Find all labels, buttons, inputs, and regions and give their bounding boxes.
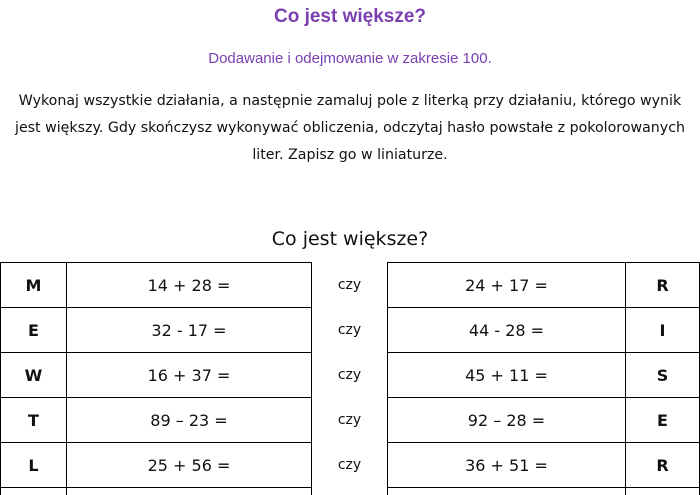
left-letter-cell[interactable]: E bbox=[0, 307, 66, 352]
right-letter-cell[interactable]: I bbox=[625, 307, 700, 352]
left-expression-cell bbox=[66, 487, 312, 495]
table-row bbox=[0, 307, 700, 352]
right-letter-cell[interactable]: R bbox=[625, 262, 700, 307]
connector-text: czy bbox=[337, 276, 362, 293]
table-row bbox=[0, 442, 700, 487]
left-letter-cell[interactable]: L bbox=[0, 442, 66, 487]
left-expression-cell: 89 – 23 = bbox=[66, 397, 312, 442]
left-letter-cell[interactable]: T bbox=[0, 397, 66, 442]
left-letter-cell bbox=[0, 487, 66, 495]
connector-text: czy bbox=[337, 366, 362, 383]
instructions-line-2: jest większy. Gdy skończysz wykonywać obliczenia, odczytaj hasło powstałe z pokolorowanych bbox=[15, 120, 685, 136]
page-subtitle: Dodawanie i odejmowanie w zakresie 100. bbox=[208, 50, 492, 67]
left-expression-cell: 14 + 28 = bbox=[66, 262, 312, 307]
instructions-line-1: Wykonaj wszystkie działania, a następnie zamaluj pole z literką przy działaniu, którego wynik bbox=[18, 93, 682, 109]
left-expression-cell: 32 - 17 = bbox=[66, 307, 312, 352]
right-letter-cell[interactable]: S bbox=[625, 352, 700, 397]
left-letter-cell[interactable]: W bbox=[0, 352, 66, 397]
right-expression-cell: 45 + 11 = bbox=[387, 352, 625, 397]
instructions-line-3: liter. Zapisz go w liniaturze. bbox=[252, 147, 448, 163]
right-expression-cell bbox=[387, 487, 625, 495]
left-expression-cell: 25 + 56 = bbox=[66, 442, 312, 487]
right-expression-cell: 36 + 51 = bbox=[387, 442, 625, 487]
right-letter-cell[interactable]: E bbox=[625, 397, 700, 442]
connector-text: czy bbox=[337, 411, 362, 428]
table-row bbox=[0, 352, 700, 397]
right-letter-cell[interactable]: R bbox=[625, 442, 700, 487]
right-expression-cell: 92 – 28 = bbox=[387, 397, 625, 442]
left-letter-cell[interactable]: M bbox=[0, 262, 66, 307]
table-row-cut-off bbox=[0, 487, 700, 495]
comparison-table bbox=[0, 262, 700, 495]
instructions bbox=[0, 88, 700, 169]
table-row bbox=[0, 397, 700, 442]
table-title: Co jest większe? bbox=[271, 228, 429, 250]
left-expression-cell: 16 + 37 = bbox=[66, 352, 312, 397]
right-expression-cell: 44 - 28 = bbox=[387, 307, 625, 352]
right-expression-cell: 24 + 17 = bbox=[387, 262, 625, 307]
right-letter-cell bbox=[625, 487, 700, 495]
table-row bbox=[0, 262, 700, 307]
connector-text: czy bbox=[337, 321, 362, 338]
page-title: Co jest większe? bbox=[273, 6, 427, 27]
connector-text: czy bbox=[337, 456, 362, 473]
